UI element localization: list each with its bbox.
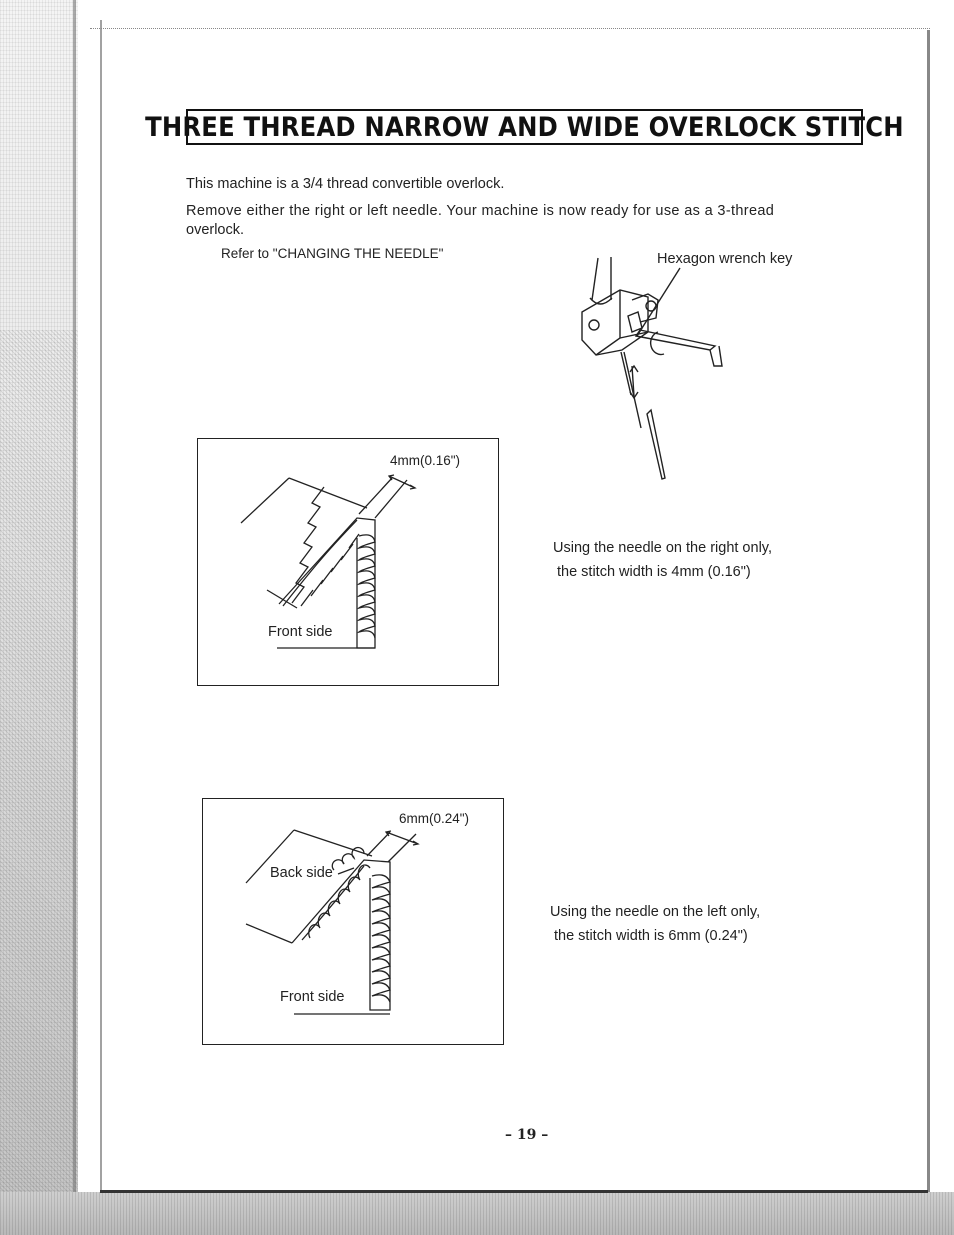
- narrow-stitch-figure: [197, 438, 499, 686]
- intro-line-1: This machine is a 3/4 thread convertible overlock.: [186, 176, 505, 192]
- wide-front-side-label: Front side: [280, 989, 345, 1005]
- page-number: – 19 –: [505, 1127, 549, 1143]
- narrow-width-label: 4mm(0.16"): [390, 453, 461, 468]
- narrow-caption-line-1: Using the needle on the right only,: [553, 540, 772, 556]
- hexagon-wrench-label: Hexagon wrench key: [657, 251, 793, 267]
- wide-width-label: 6mm(0.24"): [399, 811, 470, 826]
- narrow-caption: [553, 536, 772, 584]
- page-title: THREE THREAD NARROW AND WIDE OVERLOCK STITCH: [145, 111, 904, 143]
- intro-line-3: overlock.: [186, 222, 245, 238]
- narrow-front-side-label: Front side: [268, 624, 333, 640]
- wide-stitch-figure: [202, 798, 504, 1045]
- wide-caption: [550, 900, 760, 948]
- wide-caption-line-1: Using the needle on the left only,: [550, 904, 761, 920]
- wide-stitch-drawing: [202, 798, 504, 1045]
- wide-caption-line-2: the stitch width is 6mm (0.24"): [554, 928, 748, 944]
- narrow-caption-line-2: the stitch width is 4mm (0.16"): [557, 564, 751, 580]
- intro-line-2: Remove either the right or left needle. Your machine is now ready for use as a 3-thread: [186, 203, 775, 219]
- wrench-illustration: [582, 257, 722, 479]
- narrow-stitch-drawing: [197, 438, 499, 686]
- wide-back-side-label: Back side: [270, 865, 333, 881]
- refer-note: Refer to "CHANGING THE NEEDLE": [221, 246, 444, 261]
